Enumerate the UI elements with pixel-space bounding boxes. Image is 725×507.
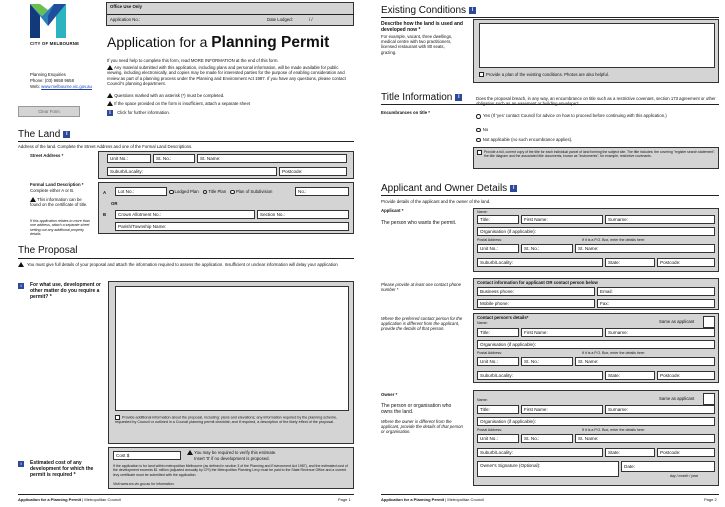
- name-label: Name:: [477, 398, 488, 402]
- form-page-1: [0, 0, 356, 507]
- title-copy-note: [477, 150, 717, 158]
- postal-label: Postal Address:: [477, 351, 502, 355]
- lot-no-field[interactable]: Lot No.:: [115, 187, 167, 196]
- street-address-label: Street Address *: [30, 153, 64, 158]
- encumbrance-na-radio[interactable]: [476, 138, 481, 143]
- proposal-textarea[interactable]: [115, 286, 349, 411]
- applicant-st-no-field[interactable]: St. No.:: [521, 244, 573, 253]
- option-na: [476, 137, 572, 142]
- applicant-desc: The person who wants the permit.: [381, 220, 457, 226]
- postal-label: Postal Address:: [477, 238, 502, 242]
- levy-note: If the application is for land within metropolitan Melbourne (as defined in section 3 of the Planning and Environment Act 1987), and the estimated cost of the development exceeds $1 million (adjusted annually by CPI) the Metropolitan Planning Levy must be paid to the State Revenue Office and a current levy certificate must be submitted with the application.: [113, 464, 348, 477]
- owner-unit-field[interactable]: Unit No.:: [477, 434, 519, 443]
- info-icon[interactable]: i: [63, 131, 70, 138]
- existing-plan-note-text: Provide a plan of the existing conditions. Photos are also helpful.: [486, 72, 610, 77]
- info-icon[interactable]: i: [18, 283, 24, 289]
- org-name: CITY OF MELBOURNE: [30, 41, 80, 46]
- option-a-label: A: [103, 190, 107, 195]
- encumbrance-no-radio[interactable]: [476, 128, 481, 133]
- existing-group: [473, 19, 719, 83]
- owner-note: Where the owner is different from the applicant, provide the details of that person or organisation.: [381, 419, 463, 435]
- cost-verify-note: [187, 450, 276, 455]
- contact-unit-field[interactable]: Unit No.:: [477, 357, 519, 366]
- section-applicant-owner: [381, 183, 517, 195]
- contact-person-group: [473, 313, 719, 383]
- warning-asterisk-text: Questions marked with an asterisk (*) must be completed.: [114, 93, 225, 98]
- info-note-text: Click for further information.: [117, 110, 170, 116]
- multi-address-note: If this application relates to more than one address, attach a separate sheet setting out any additional property details.: [30, 219, 90, 237]
- fax-field[interactable]: Fax:: [597, 299, 715, 308]
- contact-title-field[interactable]: Title:: [477, 328, 519, 337]
- warning-public-material: [107, 65, 353, 86]
- cost-field[interactable]: Cost $: [113, 451, 181, 460]
- footer-left: Application for a Planning Permit | Metropolitan Council: [381, 497, 484, 502]
- contact-st-no-field[interactable]: St. No.:: [521, 357, 573, 366]
- plans-note-text: Provide additional information about the proposal, including: plans and elevations; any information required by the planning scheme, requested by Council or outlined in a Council planning permit checklist; and if required, a description of the likely effect of the proposal.: [115, 415, 338, 424]
- plan-of-subdivision-radio[interactable]: [230, 190, 235, 195]
- parish-field[interactable]: Parish/Township Name:: [115, 222, 349, 231]
- applicant-st-name-field[interactable]: St. Name:: [575, 244, 715, 253]
- form-title: [107, 34, 329, 51]
- postcode-field[interactable]: Postcode:: [279, 167, 347, 176]
- web-label: Web:: [30, 84, 40, 89]
- info-icon[interactable]: i: [455, 94, 462, 101]
- existing-question: Describe how the land is used and developed now *: [381, 21, 463, 33]
- owner-first-name-field[interactable]: First Name:: [521, 405, 603, 414]
- cost-zero-note: Insert '0' if no development is proposed.: [194, 456, 270, 461]
- title-note-box: [473, 147, 719, 169]
- proposal-group: [108, 281, 354, 444]
- web-link[interactable]: www.melbourne.vic.gov.au: [41, 84, 92, 89]
- street-address-group: [98, 151, 354, 179]
- office-app-no-label: Application No.:: [110, 17, 141, 22]
- contact-st-name-field[interactable]: St. Name:: [575, 357, 715, 366]
- applicant-title-field[interactable]: Title:: [477, 215, 519, 224]
- title-plan-radio[interactable]: [203, 190, 208, 195]
- footer-page-number: Page 2: [704, 497, 717, 502]
- footer-left: Application for a Planning Permit | Metropolitan Council: [18, 497, 121, 502]
- section-existing-title: Existing Conditions: [381, 5, 467, 16]
- section-applicant-title: Applicant and Owner Details: [381, 183, 508, 194]
- owner-surname-field[interactable]: Surname:: [605, 405, 715, 414]
- owner-desc: The person or organisation who owns the land.: [381, 403, 452, 415]
- footer-form-title: Application for a Planning Permit: [18, 497, 82, 502]
- owner-same-as-applicant-checkbox[interactable]: [703, 393, 715, 405]
- info-note: [107, 110, 353, 116]
- contact-postcode-field[interactable]: Postcode:: [657, 371, 715, 380]
- contact-group: [473, 278, 719, 310]
- section-existing-conditions: [381, 5, 476, 17]
- cert-note: [30, 197, 92, 208]
- owner-date-field[interactable]: Date:: [621, 461, 715, 472]
- po-box-label: If it is a P.O. Box, enter the details here:: [582, 428, 646, 432]
- name-label: Name:: [477, 210, 488, 214]
- section-no-field[interactable]: Section No.:: [257, 210, 349, 219]
- info-icon[interactable]: i: [18, 461, 24, 467]
- warning-asterisk: [107, 93, 353, 98]
- section-title-information: [381, 92, 462, 104]
- cert-note-text: This information can be found on the certificate of title.: [30, 197, 88, 208]
- applicant-state-field[interactable]: State:: [605, 258, 655, 267]
- owner-suburb-field[interactable]: Suburb/Locality:: [477, 448, 603, 457]
- section-title-info-title: Title Information: [381, 92, 453, 103]
- proposal-question: For what use, development or other matter do you require a permit? *: [30, 282, 101, 300]
- date-format-hint: day / month / year: [670, 474, 699, 478]
- office-use-box: [106, 2, 354, 26]
- formal-land-label: Formal Land Description *: [30, 182, 84, 187]
- owner-st-no-field[interactable]: St. No.:: [521, 434, 573, 443]
- cost-question: Estimated cost of any development for which the permit is required *: [30, 460, 94, 478]
- intro-text: If you need help to complete this form, read MORE INFORMATION at the end of this form.: [107, 58, 279, 63]
- form-page-2: [366, 0, 725, 507]
- street-name-field[interactable]: St. Name:: [197, 154, 347, 163]
- existing-plan-note: [479, 72, 609, 77]
- visit-sro-note: Visit www.sro.vic.gov.au for information.: [113, 482, 175, 486]
- info-icon[interactable]: i: [107, 110, 113, 116]
- section-the-land: [18, 129, 70, 141]
- po-box-label: If it is a P.O. Box, enter the details here:: [582, 238, 646, 242]
- section-the-land-title: The Land: [18, 129, 61, 140]
- option-na-label: Not applicable (no such encumbrance applies).: [482, 137, 573, 142]
- owner-label: Owner *: [381, 392, 398, 397]
- applicant-organisation-field[interactable]: Organisation (if applicable):: [477, 227, 715, 236]
- option-no-label: No: [482, 127, 489, 132]
- warning-space: [107, 101, 353, 106]
- contact-suburb-field[interactable]: Suburb/Locality:: [477, 371, 603, 380]
- formal-land-sub: Complete either A or B.: [30, 188, 75, 193]
- contact-state-field[interactable]: State:: [605, 371, 655, 380]
- applicant-postcode-field[interactable]: Postcode:: [657, 258, 715, 267]
- encumbrance-intro: Does the proposal breach, in any way, an encumbrance on title such as a restrictive covenant, section 173 agreement or other obligation such as an easement or building envelope?: [476, 96, 716, 107]
- office-use-title: Office Use Only: [110, 4, 142, 9]
- cost-verify-text: You may be required to verify this estimate.: [194, 450, 277, 455]
- owner-state-field[interactable]: State:: [605, 448, 655, 457]
- applicant-label: Applicant *: [381, 208, 404, 213]
- option-yes: [476, 113, 718, 118]
- form-title-prefix: Application for a: [107, 34, 208, 50]
- owner-same-as-applicant-label: Same as applicant: [659, 396, 695, 401]
- applicant-suburb-field[interactable]: Suburb/Locality:: [477, 258, 603, 267]
- footer-council: Metropolitan Council: [84, 497, 121, 502]
- cost-group: [108, 447, 354, 489]
- or-label: OR: [111, 201, 118, 206]
- title-copy-note-text: Provide a full, current copy of the title for each individual parcel of land forming the subject site. The title includes: the covering "register search statement", the title diagram and the associated title documents, known as "instruments", for example, restrictive covenants.: [484, 150, 716, 159]
- preferred-contact-note: Where the preferred contact person for the application is different from the applicant, provide the details of that person.: [381, 316, 463, 332]
- formal-land-group: [98, 182, 354, 234]
- plan-no-field[interactable]: No.:: [295, 187, 349, 196]
- page-gap: [358, 0, 364, 507]
- mobile-phone-field[interactable]: Mobile phone:: [477, 299, 595, 308]
- crown-allotment-field[interactable]: Crown Allotment No.:: [115, 210, 255, 219]
- info-icon[interactable]: i: [469, 7, 476, 14]
- owner-title-field[interactable]: Title:: [477, 405, 519, 414]
- footer-council: Metropolitan Council: [447, 497, 484, 502]
- suburb-field[interactable]: Suburb/Locality:: [107, 167, 277, 176]
- owner-st-name-field[interactable]: St. Name:: [575, 434, 715, 443]
- plan-of-subdivision-label: Plan of Subdivision: [235, 189, 273, 194]
- existing-example: For example, vacant, three dwellings, medical centre with two practitioners, licensed restaurant with 80 seats, grazing.: [381, 34, 453, 55]
- lodged-plan-radio[interactable]: [169, 190, 174, 195]
- section-the-proposal-title: The Proposal: [18, 245, 78, 256]
- warning-icon: [107, 101, 113, 106]
- lodged-plan-label: Lodged Plan: [174, 189, 199, 194]
- option-no: [476, 127, 488, 132]
- proposal-warning-text: You must give full details of your proposal and attach the information required to assess the application. Insufficient or unclear information will delay your application: [27, 262, 338, 267]
- owner-organisation-field[interactable]: Organisation (if applicable):: [477, 417, 715, 426]
- warning-icon: [18, 262, 24, 267]
- owner-signature-field[interactable]: Owner's Signature (Optional):: [477, 461, 619, 477]
- contact-details-head: Contact person's details*: [477, 315, 529, 320]
- warning-space-text: If the space provided on the form is insufficient, attach a separate sheet: [114, 101, 251, 106]
- contact-organisation-field[interactable]: Organisation (if applicable):: [477, 340, 715, 349]
- city-of-melbourne-logo: [30, 4, 66, 38]
- warning-icon: [187, 450, 193, 455]
- business-phone-field[interactable]: Business phone:: [477, 287, 595, 296]
- office-date-sep: / /: [309, 17, 313, 22]
- street-no-field[interactable]: St. No.:: [153, 154, 195, 163]
- applicant-surname-field[interactable]: Surname:: [605, 215, 715, 224]
- proposal-warning: [18, 262, 338, 267]
- owner-postcode-field[interactable]: Postcode:: [657, 448, 715, 457]
- po-box-label: If it is a P.O. Box, enter the details here:: [582, 351, 646, 355]
- option-b-label: B: [103, 212, 107, 217]
- section-the-proposal: [18, 245, 77, 257]
- postal-label: Postal Address:: [477, 428, 502, 432]
- title-plan-label: Title Plan: [208, 189, 227, 194]
- footer-page-number: Page 1: [338, 497, 351, 502]
- phone-note: Please provide at least one contact phone number *: [381, 282, 462, 293]
- applicant-intro: Provide details of the applicant and the owner of the land.: [381, 199, 491, 204]
- land-intro: Address of the land. Complete the Street Address and one of the Formal Land Descriptions.: [18, 144, 193, 149]
- encumbrance-label: Encumbrances on title *: [381, 110, 430, 115]
- same-as-applicant-label: Same as applicant: [659, 319, 695, 324]
- email-field[interactable]: Email:: [597, 287, 715, 296]
- applicant-group: [473, 208, 719, 272]
- form-title-main: Planning Permit: [211, 34, 330, 51]
- name-label: Name:: [477, 321, 488, 325]
- clear-form-button[interactable]: Clear Form: [18, 106, 80, 117]
- owner-group: [473, 390, 719, 486]
- option-yes-label: Yes (If 'yes' contact Council for advice on how to proceed before continuing with this application.): [483, 113, 667, 118]
- info-icon[interactable]: i: [510, 185, 517, 192]
- attachment-checkbox[interactable]: [479, 72, 484, 77]
- enquiries-label: Planning Enquiries: [30, 72, 66, 77]
- warning-public-material-text: Any material submitted with this application, including plans and personal information, will be made available for public viewing, including electronically, and copies may be made for interested parties for the purpose of enabling consideration and review as part of a planning process under the Planning and Environment Act 1987. If you have any questions, please contact Council's planning department.: [107, 65, 346, 86]
- contact-surname-field[interactable]: Surname:: [605, 328, 715, 337]
- encumbrance-yes-radio[interactable]: [476, 114, 481, 119]
- attachment-checkbox[interactable]: [477, 150, 482, 155]
- warning-icon: [107, 93, 113, 98]
- plan-type-options: [169, 189, 272, 194]
- existing-textarea[interactable]: [479, 23, 715, 68]
- unit-no-field[interactable]: Unit No.:: [107, 154, 151, 163]
- web-line: [30, 84, 92, 89]
- applicant-first-name-field[interactable]: First Name:: [521, 215, 603, 224]
- footer-form-title: Application for a Planning Permit: [381, 497, 445, 502]
- phone-number: Phone: (03) 9658 9658: [30, 78, 74, 83]
- same-as-applicant-checkbox[interactable]: [703, 316, 715, 328]
- office-date-label: Date Lodged:: [267, 17, 293, 22]
- contact-first-name-field[interactable]: First Name:: [521, 328, 603, 337]
- applicant-unit-field[interactable]: Unit No.:: [477, 244, 519, 253]
- plans-note: [115, 415, 351, 425]
- contact-head: Contact information for applicant OR contact person below: [477, 280, 598, 285]
